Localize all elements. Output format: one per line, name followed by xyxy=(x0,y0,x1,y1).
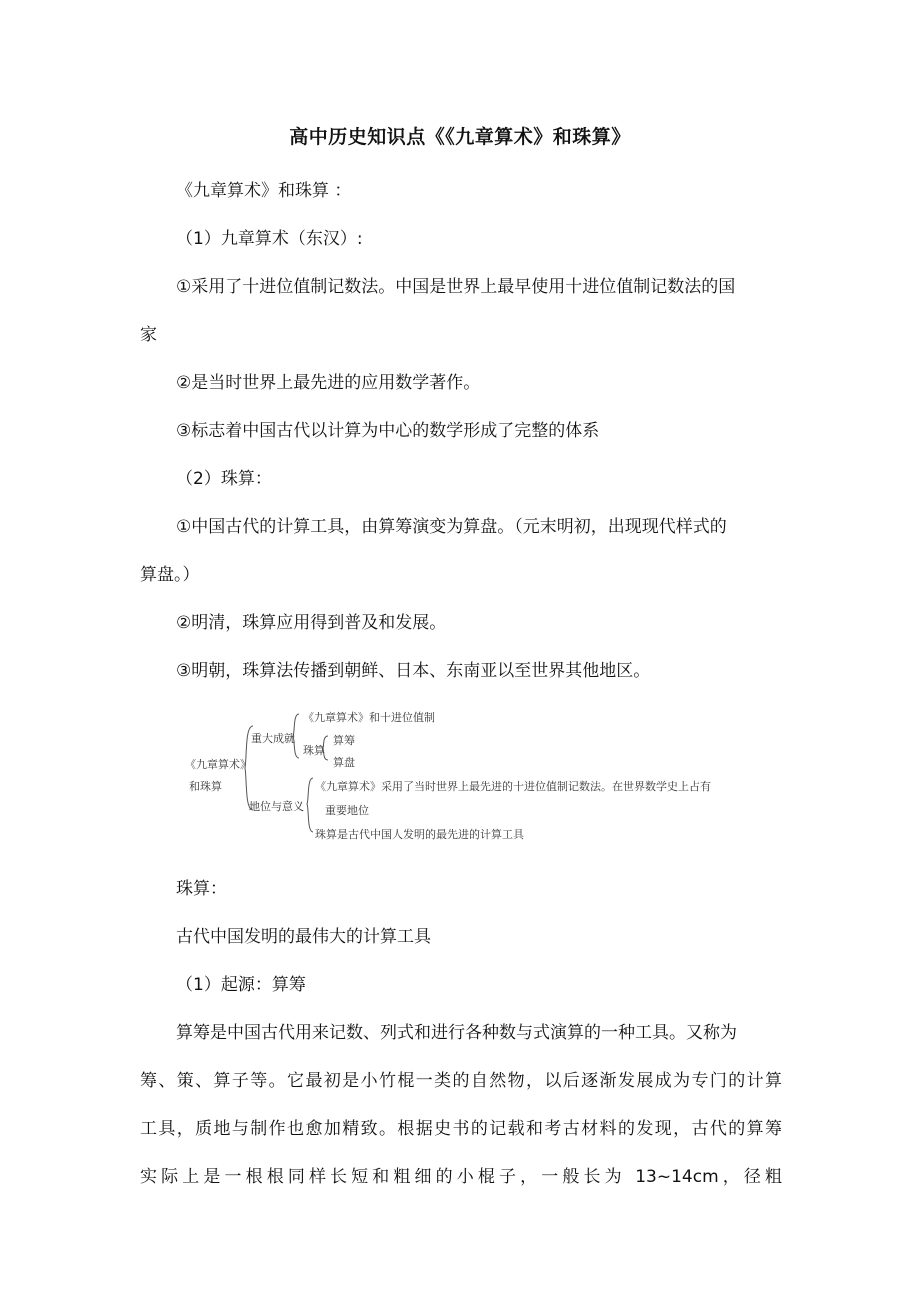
diagram-branch-significance: 地位与意义 xyxy=(249,800,304,813)
diagram-item: 算筹 xyxy=(333,734,355,747)
paragraph: ③明朝，珠算法传播到朝鲜、日本、东南亚以至世界其他地区。 xyxy=(176,661,651,681)
paragraph: ①中国古代的计算工具，由算筹演变为算盘。（元末明初，出现现代样式的 xyxy=(176,517,727,537)
page-title: 高中历史知识点《《九章算术》和珠算》 xyxy=(289,126,631,148)
diagram-root-subtitle: 和珠算 xyxy=(189,780,222,793)
paragraph-continuation: 算盘。） xyxy=(140,565,200,585)
subsection-heading: （2）珠算： xyxy=(176,469,272,489)
diagram-root-title: 《九章算术》 xyxy=(185,758,251,771)
section-heading: 珠算： xyxy=(176,879,227,899)
paragraph: 算筹是中国古代用来记数、列式和进行各种数与式演算的一种工具。又称为 xyxy=(176,1023,737,1043)
diagram-item: 算盘 xyxy=(333,756,355,769)
paragraph: ②是当时世界上最先进的应用数学著作。 xyxy=(176,373,481,393)
subsection-heading: （1）九章算术（东汉）: xyxy=(176,229,363,249)
diagram-braces xyxy=(183,706,728,846)
paragraph: ②明清，珠算应用得到普及和发展。 xyxy=(176,613,447,633)
knowledge-diagram xyxy=(183,706,728,846)
diagram-branch-achievements: 重大成就 xyxy=(251,732,295,745)
diagram-item-continuation: 重要地位 xyxy=(325,804,369,817)
paragraph-continuation: 筹、策、算子等。它最初是小竹棍一类的自然物，以后逐渐发展成为专门的计算 xyxy=(140,1071,782,1091)
paragraph: ①采用了十进位值制记数法。中国是世界上最早使用十进位值制记数法的国 xyxy=(176,277,736,297)
paragraph-continuation: 家 xyxy=(140,325,157,345)
diagram-sub-branch: 珠算 xyxy=(303,744,325,757)
paragraph-continuation: 工具，质地与制作也愈加精致。根据史书的记载和考古材料的发现，古代的算筹 xyxy=(140,1119,782,1139)
section-heading: 《九章算术》和珠算 ： xyxy=(176,181,352,201)
paragraph-continuation: 实际上是一根根同样长短和粗细的小棍子，一般长为 13~14cm，径粗 xyxy=(140,1167,782,1187)
paragraph: ③标志着中国古代以计算为中心的数学形成了完整的体系 xyxy=(176,421,600,441)
diagram-item: 《九章算术》采用了当时世界上最先进的十进位值制记数法。在世界数学史上占有 xyxy=(315,780,711,793)
subsection-heading: （1）起源：算筹 xyxy=(176,975,306,995)
paragraph: 古代中国发明的最伟大的计算工具 xyxy=(176,927,431,947)
diagram-item: 珠算是古代中国人发明的最先进的计算工具 xyxy=(315,828,524,841)
diagram-item: 《九章算术》和十进位值制 xyxy=(303,711,435,724)
